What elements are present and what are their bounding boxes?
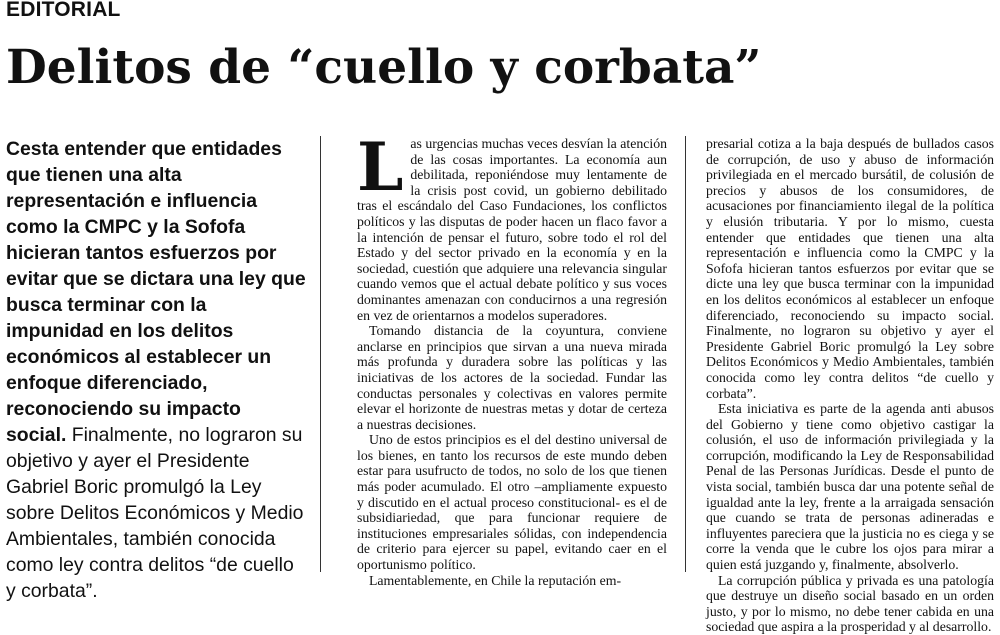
paragraph: Tomando distancia de la coyuntura, conviene anclarse en principios que sirvan a una nueva mirada más profunda y duradera sobre las políticas y las iniciativas de los actores de la sociedad. Fundar las conductas personales y colectivas en valores permite elevar el horizonte de nuestras metas y dotar de certeza a nuestras decisiones. [357, 323, 667, 432]
paragraph [357, 128, 667, 323]
section-label: EDITORIAL [6, 0, 121, 21]
paragraph: Lamentablemente, en Chile la reputación em- [369, 572, 622, 588]
paragraph: presarial cotiza a la baja después de bullados casos de corrupción, de uso y abuso de información privilegiada en el mercado bursátil, de colusión de precios y abusos de los consumidores, de acusaciones por financiamiento ilegal de la política y elusión tributaria. Y por lo mismo, cuesta entender que entidades que tienen una alta representación e influencia como la CMPC y la Sofofa hicieran tantos esfuerzos por evitar que se dicte una ley que busca terminar con la impunidad en los delitos económicos al establecer un enfoque diferenciado, reconociendo su impacto social. Finalmente, no lograron su objetivo y ayer el Presidente Gabriel Boric promulgó la Ley sobre Delitos Económicos y Medio Ambientales, también conocida como ley contra delitos “de cuello y corbata”. [706, 136, 994, 401]
paragraph: Esta iniciativa es parte de la agenda anti abusos del Gobierno y tiene como objetivo castigar la colusión, el uso de información privilegiada y la corrupción, modificando la Ley de Responsabilidad Penal de las Personas Jurídicas. Desde el punto de vista social, también busca dar una potente señal de igualdad ante la ley, frente a la arraigada sensación que cuando se trata de personas adineradas e influyentes pareciera que la justicia no es ciega y se corre la venda que le cubre los ojos para mirar a quien está juzgando y, finalmente, absolverlo. [706, 401, 994, 573]
article-column-1 [357, 128, 667, 588]
paragraph: La corrupción pública y privada es una patología que destruye un diseño social basado en un orden justo, y por lo mismo, no debe tener cabida en una sociedad que aspira a la prosperidad y al desarrollo. [706, 572, 994, 635]
headline: Delitos de “cuello y corbata” [6, 40, 762, 95]
drop-cap: L [357, 128, 404, 206]
paragraph: Uno de estos principios es el del destino universal de los bienes, en tanto los recursos de este mundo deben estar para usufructo de todos, no solo de los que tienen más poder acumulado. El otro –ampliamente expuesto y discutido en el actual proceso constitucional- es el de subsidiariedad, que para funcionar requiere de instituciones empresariales sólidas, con independencia de criterio para ejercer su papel, evitando caer en el oportunismo político. [357, 432, 667, 573]
column-divider [320, 136, 321, 572]
paragraph-text: as urgencias muchas veces desvían la atención de las cosas importantes. La economía aun debilitada, reponiéndose muy lentamente de la crisis post covid, un gobierno debilitado tras el escándalo del Caso Fundaciones, los conflictos políticos y las disputas de poder hacen un flaco favor a la intención de pensar el futuro, sobre todo el rol del Estado y del sector privado en la economía y en la sociedad, cuestión que adquiere una relevancia singular cuando vemos que el actual debate político y sus voces dominantes amenazan con conducirnos a una regresión en vez de orientarnos a modelos superadores. [357, 136, 667, 323]
lede-regular-text: Finalmente, no lograron su objetivo y ayer el Presidente Gabriel Boric promulgó la Ley sobre Delitos Económicos y Medio Ambientales, también conocida como ley contra delitos “de cuello y corbata”. [6, 424, 304, 602]
article-column-2 [706, 136, 994, 635]
lede-pullquote [6, 136, 306, 604]
lede-bold-text: Cesta entender que entidades que tienen una alta representación e influencia como la CMPC y la Sofofa hicieran tantos esfuerzos por evitar que se dictara una ley que busca terminar con la impunidad en los delitos económicos al establecer un enfoque diferenciado, reconociendo su impacto social. [6, 138, 306, 446]
column-divider [685, 136, 686, 572]
